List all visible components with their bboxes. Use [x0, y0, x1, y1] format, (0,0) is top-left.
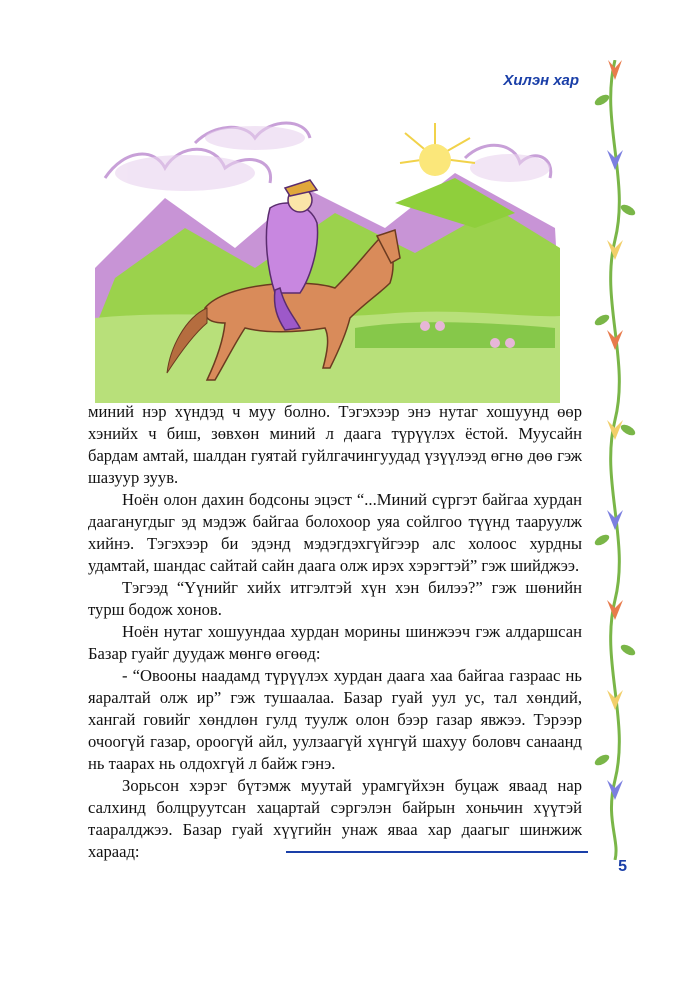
- paragraph: Ноён олон дахин бодсоны эцэст “...Миний сүргэт байгаа хурдан дааганугдыг эд мэдэж байгаа болохоор уяа сойлгоо түүнд тааруулж хийнэ. Тэгэхээр би эдэнд мэдэгдэхгүйгээр алс холоос хурдны удамтай, шандас сайтай сайн даага олж ирэх хэрэгтэй” гэж шийджээ.: [88, 490, 582, 575]
- paragraph: миний нэр хүндэд ч муу болно. Тэгэхээр энэ нутаг хошуунд өөр хэнийх ч биш, зөвхөн миний л даага түрүүлэх ёстой. Муусайн бардам амтай, шалдан гуятай гуйлгачингуудад үзүүлээд өгнө дөө гэж шазуур зуув.: [88, 402, 582, 487]
- paragraph: Зорьсон хэрэг бүтэмж муутай урамгүйхэн буцаж яваад нар салхинд болцруутсан хацартай сэргэлэн байрын хоньчин хүүтэй тааралджээ. Базар гуай хүүгийн унаж яваа хар даагыг шинжиж хараад:: [88, 776, 582, 861]
- body-text: [88, 401, 582, 863]
- page-number: 5: [618, 858, 627, 875]
- floral-vine-border: [590, 60, 640, 860]
- paragraph: Тэгээд “Үүнийг хийх итгэлтэй хүн хэн билээ?” гэж шөнийн турш бодож хонов.: [88, 578, 582, 619]
- paragraph: - “Овооны наадамд түрүүлэх хурдан даага хаа байгаа газраас нь яаралтай олж ир” гэж тушаалаа. Базар гуай уул ус, тал хөндий, хангай говийг хөндлөн гулд туулж олон бээр газар явжээ. Тэрээр очоогүй газар, ороогүй айл, уулзаагүй хүнгүй шахуу боловч санаанд нь таарах нь олдохгүй л байж гэнэ.: [88, 666, 582, 773]
- paragraph: Ноён нутаг хошуундаа хурдан морины шинжээч гэж алдаршсан Базар гуайг дуудаж мөнгө өгөөд:: [88, 622, 582, 663]
- running-header: Хилэн хар: [503, 72, 579, 89]
- footer-rule: [286, 851, 588, 853]
- rider-on-horse-illustration: [95, 118, 560, 403]
